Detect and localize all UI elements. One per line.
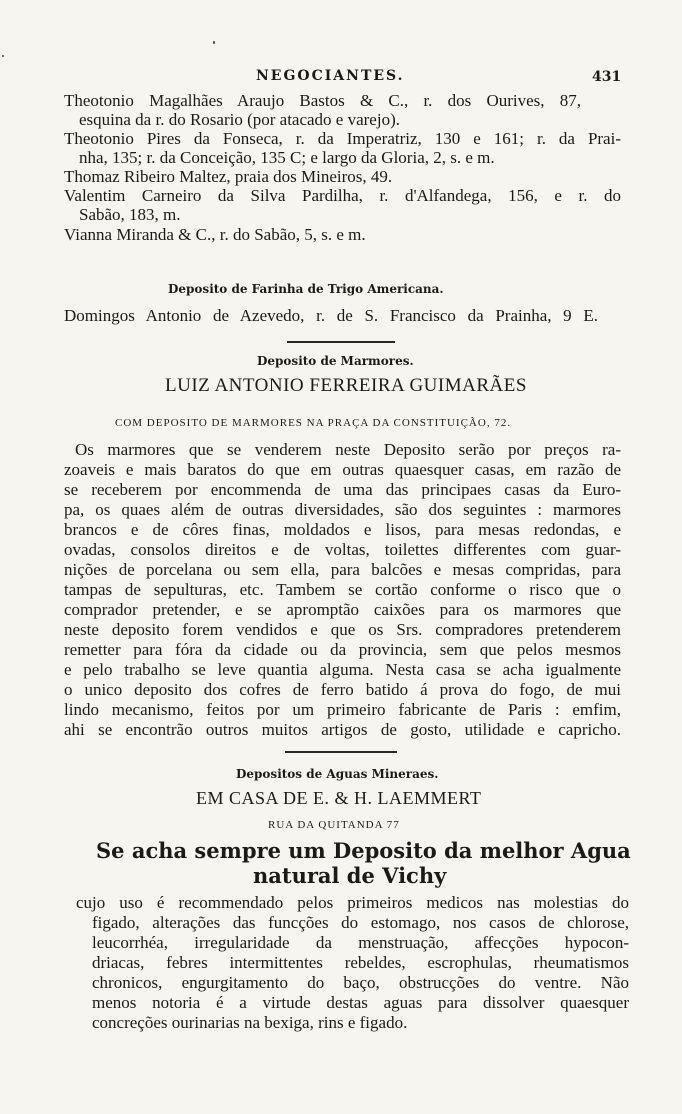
paragraph-line: lindo mecanismo, feitos por um primeiro fabricante de Paris : emfim, <box>64 700 621 719</box>
section-heading-farinha: Deposito de Farinha de Trigo Americana. <box>168 282 444 296</box>
paragraph-line: e pelo trabalho se leve quantia alguma. Nesta casa se acha igualmente <box>64 660 621 679</box>
list-entry-line: esquina da r. do Rosario (por atacado e varejo). <box>79 110 400 129</box>
paragraph-line: pa, os quaes além de outras diversidades, são dos seguintes : marmores <box>64 500 621 519</box>
aguas-headline-2: natural de Vichy <box>253 863 447 888</box>
margin-speck <box>213 41 215 44</box>
section-heading-marmores: Deposito de Marmores. <box>257 354 414 368</box>
list-entry-line: nha, 135; r. da Conceição, 135 C; e largo da Gloria, 2, s. e m. <box>79 148 495 167</box>
paragraph-line: chronicos, engurgitamento do baço, obstrucções do ventre. Não <box>92 973 629 992</box>
list-entry-line: Vianna Miranda & C., r. do Sabão, 5, s. e m. <box>64 225 366 244</box>
running-header-title: NEGOCIANTES. <box>256 68 405 84</box>
margin-speck <box>2 55 4 57</box>
farinha-entry: Domingos Antonio de Azevedo, r. de S. Francisco da Prainha, 9 E. <box>64 306 598 325</box>
paragraph-line: menos notoria é a virtude destas aguas para dissolver quaesquer <box>92 993 629 1012</box>
paragraph-line: cujo uso é recommendado pelos primeiros medicos nas molestias do <box>76 893 629 912</box>
section-divider <box>285 751 397 753</box>
section-heading-aguas: Depositos de Aguas Mineraes. <box>236 767 439 781</box>
paragraph-line: zoaveis e mais baratos do que em outras quaesquer casas, em razão de <box>64 460 621 479</box>
paragraph-line: leucorrhéa, irregularidade da menstruação, affecções hypocon- <box>92 933 629 952</box>
aguas-headline-1: Se acha sempre um Deposito da melhor Agua <box>96 838 631 863</box>
paragraph-line: Os marmores que se venderem neste Deposito serão por preços ra- <box>75 440 621 459</box>
marmores-address: COM DEPOSITO DE MARMORES NA PRAÇA DA CONSTITUIÇÃO, 72. <box>115 417 512 429</box>
paragraph-line: concreções ourinarias na bexiga, rins e figado. <box>92 1013 408 1032</box>
paragraph-line: tampas de sepulturas, etc. Tambem se cortão conforme o risco que o <box>64 580 621 599</box>
paragraph-line: se receberem por encommenda de uma das principaes casas da Euro- <box>64 480 621 499</box>
paragraph-line: brancos e de côres finas, moldados e lisos, para mesas redondas, e <box>64 520 621 539</box>
list-entry-line: Thomaz Ribeiro Maltez, praia dos Mineiros, 49. <box>64 167 393 186</box>
paragraph-line: ahi se encontrão outros muitos artigos de gosto, utilidade e capricho. <box>64 720 621 739</box>
paragraph-line: neste deposito forem vendidos e que os Srs. compradores pretenderem <box>64 620 621 639</box>
paragraph-line: ovadas, consolos direitos e de voltas, toilettes differentes com guar- <box>64 540 621 559</box>
aguas-house: EM CASA DE E. & H. LAEMMERT <box>196 788 482 808</box>
list-entry-line: Theotonio Magalhães Araujo Bastos & C., r. dos Ourives, 87, <box>64 91 581 110</box>
page-number: 431 <box>592 69 622 85</box>
paragraph-line: comprador pretender, e se apromptão caixões para os marmores que <box>64 600 621 619</box>
aguas-street: RUA DA QUITANDA 77 <box>268 819 400 831</box>
marmores-merchant-name: LUIZ ANTONIO FERREIRA GUIMARÃES <box>165 375 527 396</box>
list-entry-line: Sabão, 183, m. <box>79 205 181 224</box>
paragraph-line: o unico deposito dos cofres de ferro batido á prova do fogo, de mui <box>64 680 621 699</box>
list-entry-line: Valentim Carneiro da Silva Pardilha, r. d'Alfandega, 156, e r. do <box>64 186 621 205</box>
list-entry-line: Theotonio Pires da Fonseca, r. da Imperatriz, 130 e 161; r. da Prai- <box>64 129 621 148</box>
section-divider <box>287 341 395 343</box>
paragraph-line: driacas, febres intermittentes rebeldes, escrophulas, rheumatismos <box>92 953 629 972</box>
paragraph-line: figado, alterações das funcções do estomago, nos casos de chlorose, <box>92 913 629 932</box>
paragraph-line: nições de porcelana ou sem ella, para balcões e mesas compridas, para <box>64 560 621 579</box>
paragraph-line: remetter para fóra da cidade ou da provincia, sem que pelos mesmos <box>64 640 621 659</box>
